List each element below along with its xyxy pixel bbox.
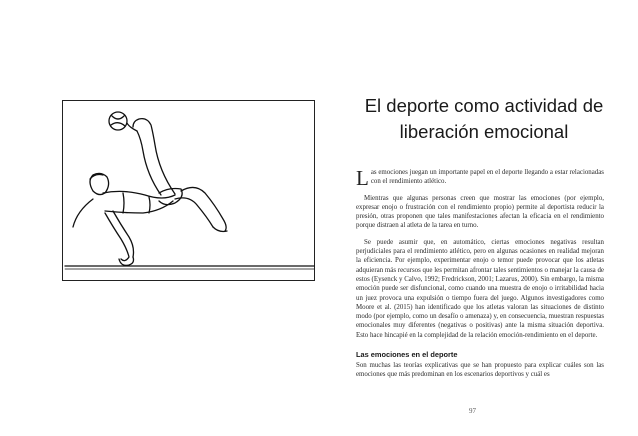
page-number: 97	[469, 407, 476, 415]
illustration-frame	[62, 100, 315, 281]
body-text	[356, 168, 604, 380]
paragraph-text: as emociones juegan un importante papel en el deporte llegando a estar relacionadas con el rendimiento atlético.	[370, 169, 604, 186]
paragraph: Se puede asumir que, en automático, ciertas emociones negativas resultan perjudiciales para el rendimiento atlético, pero en algunas ocasiones en realidad mejoran la eficiencia. Por ejemplo, experimentar enojo o temor puede provocar que los atletas adquieran más recursos que les permitan afrontar tales sentimientos o manejar la causa de estos (Eysenck y Calvo, 1992; Fredrickson, 2001; Lazarus, 2000). Sin embargo, la misma emoción puede ser disfuncional, como cuando una muestra de enojo o irritabilidad hacia un juez provoca una expulsión o tiempo fuera del juego. Algunos investigadores como Moore et al. (2015) han identificado que los atletas valoran las situaciones de distinto modo (por ejemplo, como un desafío o amenaza) y, en consecuencia, muestran respuestas emocionales muy diferentes (negativas o positivas) ante la misma situación deportiva. Esto hace hincapié en la complejidad de la relación emoción-rendimiento en el deporte.	[356, 238, 604, 339]
section-paragraph: Son muchas las teorías explicativas que se han propuesto para explicar cuáles son las emociones que más predominan en los escenarios deportivos y cuál es	[356, 362, 604, 379]
intro-paragraph	[356, 166, 604, 190]
paragraph: Mientras que algunas personas creen que mostrar las emociones (por ejemplo, expresar enojo o frustración con el rendimiento propio) permite al deportista reducir la presión, otras proponen que tales manifestaciones afectan la eficacia en el rendimiento porque distraen al atleta de la tarea en turno.	[356, 194, 604, 230]
dropcap-letter: L	[356, 166, 369, 190]
section-heading: Las emociones en el deporte	[356, 350, 458, 360]
page-title: El deporte como actividad de liberación emocional	[364, 95, 604, 142]
bicycle-kick-player-icon	[63, 101, 316, 282]
